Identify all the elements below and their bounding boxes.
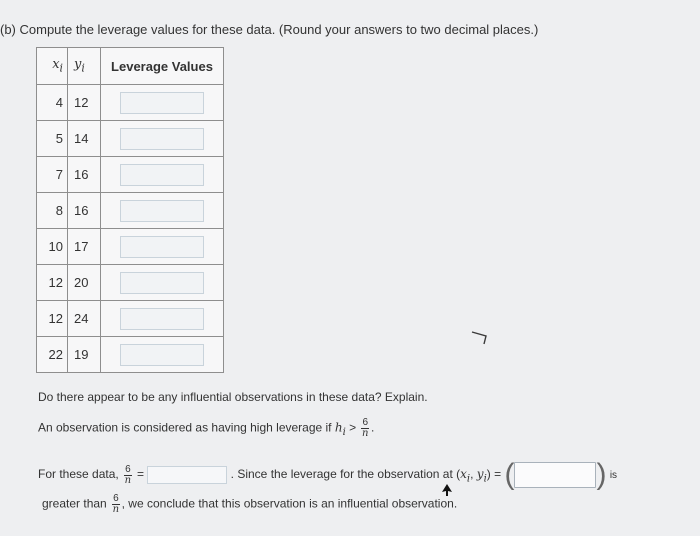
y-value: 17 [68, 229, 101, 265]
x-value: 8 [37, 193, 68, 229]
table-row [37, 157, 224, 193]
table-row [37, 229, 224, 265]
y-value: 16 [68, 193, 101, 229]
leverage-cell [101, 265, 224, 301]
leverage-cell [101, 157, 224, 193]
table-row [37, 193, 224, 229]
leverage-cell [101, 121, 224, 157]
leverage-input[interactable] [120, 308, 204, 330]
question-header: (b) Compute the leverage values for these data. (Round your answers to two decimal places.) [0, 22, 539, 37]
leverage-input[interactable] [120, 200, 204, 222]
table-body [37, 85, 224, 373]
six-over-n: $\frac{6}{n}$ [362, 417, 369, 439]
table-row [37, 85, 224, 121]
y-value: 19 [68, 337, 101, 373]
y-value: 12 [68, 85, 101, 121]
x-value: 22 [37, 337, 68, 373]
table-header-row [37, 48, 224, 85]
leverage-cell [101, 193, 224, 229]
leverage-input[interactable] [120, 92, 204, 114]
leverage-cell [101, 229, 224, 265]
mouse-cursor-icon [442, 484, 452, 496]
leverage-input[interactable] [120, 272, 204, 294]
y-value: 24 [68, 301, 101, 337]
leverage-table [36, 47, 224, 373]
y-value: 20 [68, 265, 101, 301]
table-row [37, 265, 224, 301]
leverage-cell [101, 85, 224, 121]
leverage-input[interactable] [120, 128, 204, 150]
leverage-criterion: An observation is considered as having high leverage if $h_i$ > $\frac{6}{n}$ . [38, 417, 375, 439]
x-value: 12 [37, 265, 68, 301]
leverage-cell [101, 337, 224, 373]
x-value: 12 [37, 301, 68, 337]
leverage-input[interactable] [120, 236, 204, 258]
x-value: 10 [37, 229, 68, 265]
col-header-x: $x_i$ [37, 48, 68, 85]
table-row [37, 121, 224, 157]
table-row [37, 337, 224, 373]
x-value: 7 [37, 157, 68, 193]
col-header-leverage: Leverage Values [101, 48, 224, 85]
col-header-y: $y_i$ [68, 48, 101, 85]
greater-than-line: greater than $\frac{6}{n}$ , we conclude that this observation is an influential observation. [42, 493, 458, 515]
leverage-input[interactable] [120, 164, 204, 186]
for-these-data-line: For these data, $\frac{6}{n}$ = . Since the leverage for the observation at ($x_i$, $y_i$) = ( ) is [38, 458, 618, 491]
observation-pair-input[interactable] [514, 462, 596, 488]
table-row [37, 301, 224, 337]
x-value: 4 [37, 85, 68, 121]
x-value: 5 [37, 121, 68, 157]
six-over-n-value-input[interactable] [147, 466, 227, 484]
y-value: 14 [68, 121, 101, 157]
leverage-cell [101, 301, 224, 337]
six-over-n-3: $\frac{6}{n}$ [112, 493, 120, 515]
y-value: 16 [68, 157, 101, 193]
pen-stroke-mark [470, 330, 500, 350]
influential-question: Do there appear to be any influential observations in these data? Explain. [38, 390, 428, 404]
leverage-input[interactable] [120, 344, 204, 366]
six-over-n-2: $\frac{6}{n}$ [124, 463, 132, 486]
